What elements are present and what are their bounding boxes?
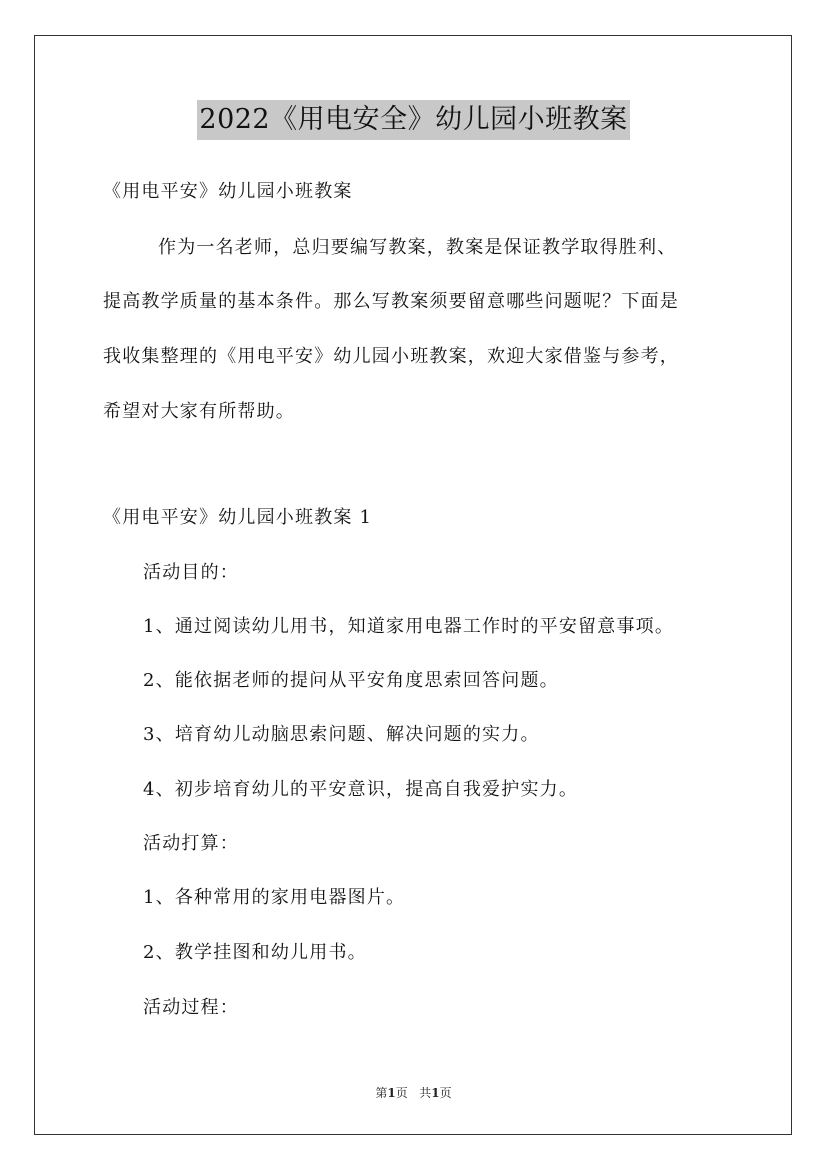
intro-line-4: 希望对大家有所帮助。 bbox=[103, 401, 295, 422]
footer-total-prefix: 共 bbox=[419, 1086, 432, 1100]
document-subtitle: 《用电平安》幼儿园小班教案 bbox=[103, 181, 353, 202]
footer-page-number: 1 bbox=[387, 1086, 396, 1100]
prep-item-2: 2、教学挂图和幼儿用书。 bbox=[143, 942, 367, 963]
footer-page-suffix: 页 bbox=[395, 1086, 408, 1100]
prep-heading: 活动打算： bbox=[143, 833, 239, 854]
footer-total-pages: 1 bbox=[431, 1086, 440, 1100]
goal-item-1: 1、通过阅读幼儿用书，知道家用电器工作时的平安留意事项。 bbox=[143, 616, 675, 637]
goals-heading: 活动目的： bbox=[143, 562, 239, 583]
process-heading: 活动过程： bbox=[143, 997, 239, 1018]
document-title: 2022《用电安全》幼儿园小班教案 bbox=[197, 100, 629, 140]
section-heading: 《用电平安》幼儿园小班教案 1 bbox=[103, 507, 373, 528]
goal-item-2: 2、能依据老师的提问从平安角度思索回答问题。 bbox=[143, 670, 559, 691]
prep-item-1: 1、各种常用的家用电器图片。 bbox=[143, 887, 406, 908]
intro-line-1: 作为一名老师，总归要编写教案，教案是保证教学取得胜利、 bbox=[158, 237, 677, 258]
intro-line-3: 我收集整理的《用电平安》幼儿园小班教案，欢迎大家借鉴与参考， bbox=[103, 346, 679, 367]
goal-item-4: 4、初步培育幼儿的平安意识，提高自我爱护实力。 bbox=[143, 779, 579, 800]
footer-prefix: 第 bbox=[375, 1086, 388, 1100]
footer-total-suffix: 页 bbox=[439, 1086, 452, 1100]
page-footer bbox=[0, 1085, 827, 1101]
title-container bbox=[0, 100, 827, 140]
intro-line-2: 提高教学质量的基本条件。那么写教案须要留意哪些问题呢？下面是 bbox=[103, 291, 679, 312]
goal-item-3: 3、培育幼儿动脑思索问题、解决问题的实力。 bbox=[143, 724, 540, 745]
